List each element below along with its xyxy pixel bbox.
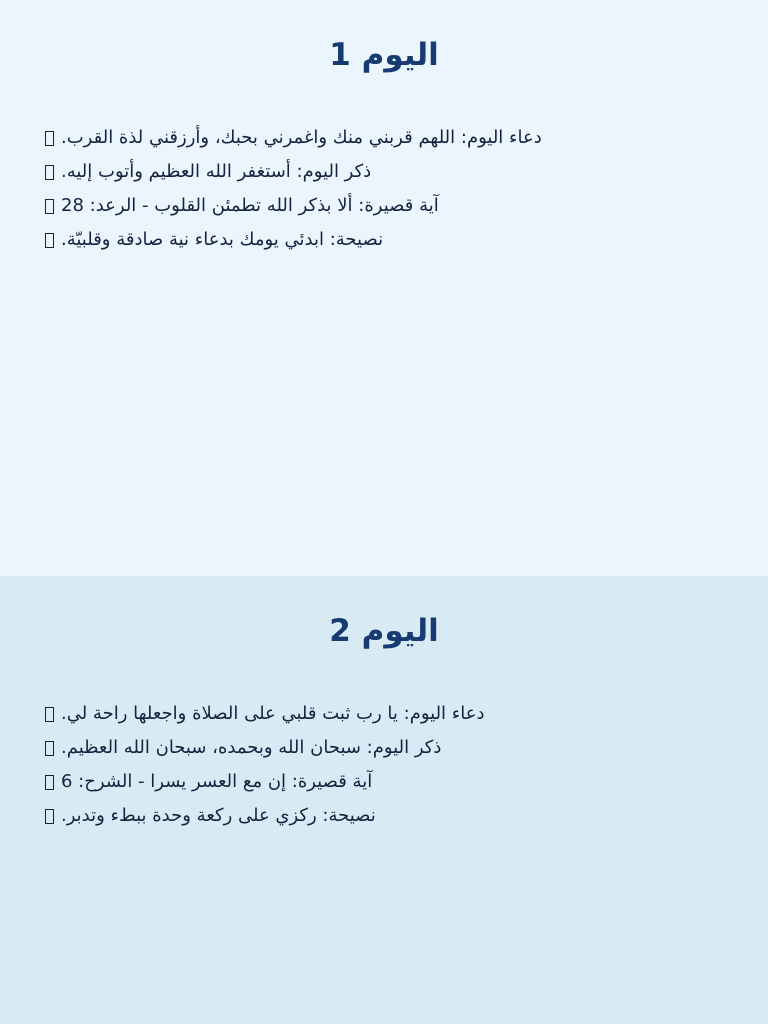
day-2-advice-text: نصيحة: ركزي على ركعة وحدة ببطء وتدبر. <box>61 805 376 826</box>
day-2-items <box>45 697 723 833</box>
day-2-verse-text: آية قصيرة: إن مع العسر يسرا - الشرح: 6 <box>61 771 373 792</box>
day-2-dua-text: دعاء اليوم: يا رب ثبت قلبي على الصلاة واجعلها راحة لي. <box>61 703 485 724</box>
day-2-section <box>0 576 768 1024</box>
day-1-dua-text: دعاء اليوم: اللهم قربني منك واغمرني بحبك، وأرزقني لذة القرب. <box>61 127 542 148</box>
missing-glyph-icon <box>45 707 54 722</box>
day-2-dua-item <box>45 697 723 731</box>
day-1-title: اليوم 1 <box>329 37 439 73</box>
missing-glyph-icon <box>45 131 54 146</box>
missing-glyph-icon <box>45 775 54 790</box>
day-1-verse-item <box>45 189 723 223</box>
missing-glyph-icon <box>45 233 54 248</box>
day-2-advice-item <box>45 799 723 833</box>
day-1-verse-text: آية قصيرة: ألا بذكر الله تطمئن القلوب - الرعد: 28 <box>61 195 439 216</box>
day-1-advice-text: نصيحة: ابدئي يومك بدعاء نية صادقة وقلبيّة. <box>61 229 384 250</box>
day-2-verse-item <box>45 765 723 799</box>
day-2-dhikr-item <box>45 731 723 765</box>
missing-glyph-icon <box>45 741 54 756</box>
day-1-items <box>45 121 723 257</box>
missing-glyph-icon <box>45 809 54 824</box>
day-1-dhikr-text: ذكر اليوم: أستغفر الله العظيم وأتوب إليه. <box>61 161 372 182</box>
day-1-dhikr-item <box>45 155 723 189</box>
missing-glyph-icon <box>45 199 54 214</box>
day-1-dua-item <box>45 121 723 155</box>
missing-glyph-icon <box>45 165 54 180</box>
day-2-dhikr-text: ذكر اليوم: سبحان الله وبحمده، سبحان الله العظيم. <box>61 737 442 758</box>
day-2-title: اليوم 2 <box>329 613 439 649</box>
day-1-advice-item <box>45 223 723 257</box>
